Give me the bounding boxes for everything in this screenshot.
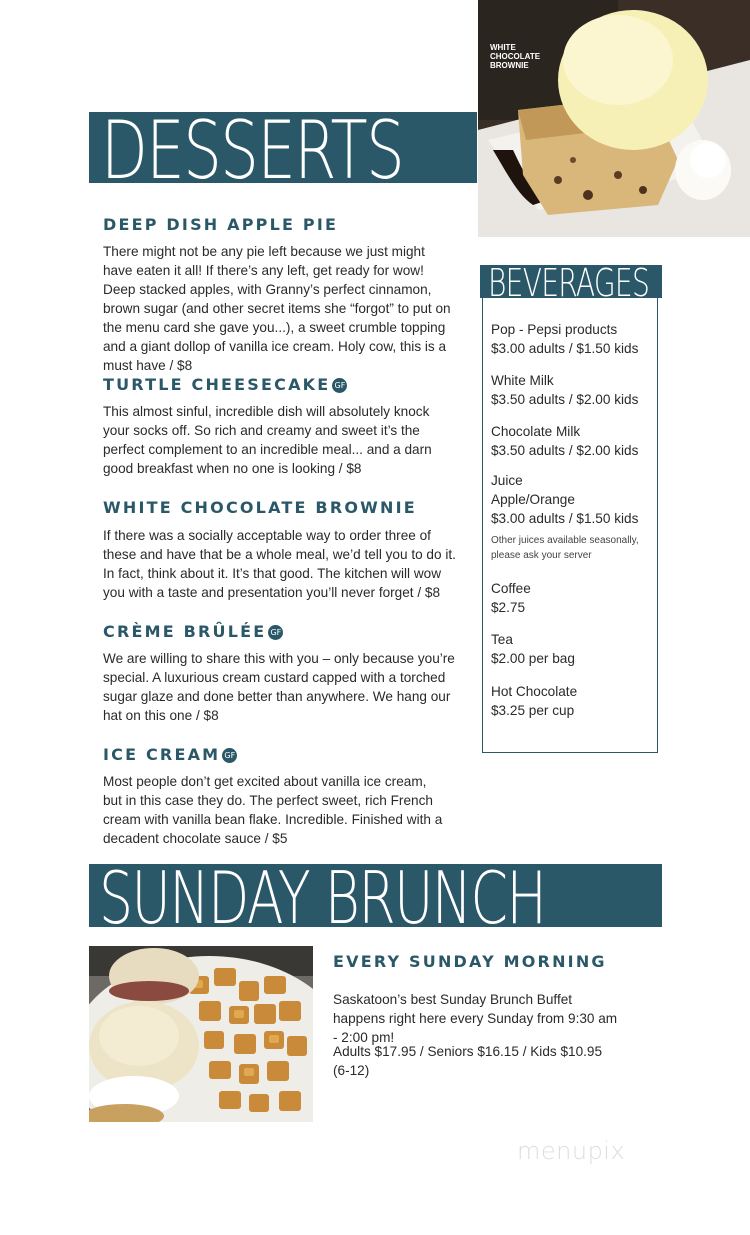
beverages-banner <box>480 265 662 298</box>
beverage-name: Hot Chocolate <box>491 684 578 699</box>
brunch-subtitle: EVERY SUNDAY MORNING <box>333 952 607 971</box>
item-title-text: TURTLE CHEESECAKE <box>103 375 331 394</box>
item-title <box>103 375 347 394</box>
item-description: Most people don’t get excited about vanilla ice cream, but in this case they do. The perfect sweet, rich French cream with vanilla bean flake. Incredible. Finished with a decadent chocolate sauce / $5 <box>103 774 443 846</box>
beverage-item <box>491 320 638 358</box>
photo-caption-line: BROWNIE <box>490 61 529 70</box>
beverages-title: BEVERAGES <box>488 265 650 298</box>
brunch-description: Saskatoon’s best Sunday Brunch Buffet happens right here every Sunday from 9:30 am - 2:00 pm! <box>333 992 618 1045</box>
brownie-photo <box>478 0 750 237</box>
photo-caption-line: WHITE <box>490 43 516 52</box>
item-title-text: CRÈME BRÛLÉE <box>103 622 267 641</box>
beverage-note: please ask your server <box>491 550 592 561</box>
brunch-banner <box>89 864 662 927</box>
beverage-item <box>491 682 577 720</box>
photo-caption-line: CHOCOLATE <box>490 52 541 61</box>
beverage-note: Other juices available seasonally, <box>491 535 639 546</box>
brunch-photo <box>89 946 313 1122</box>
beverage-name: Tea <box>491 632 513 647</box>
beverage-name: Juice <box>491 473 523 488</box>
item-description: This almost sinful, incredible dish will absolutely knock your socks off. So rich and creamy and sweet it’s the perfect complement to an incredible meal... and a darn good breakfast when no one is looking / $8 <box>103 404 432 476</box>
beverage-name: Coffee <box>491 581 531 596</box>
item-description: There might not be any pie left because we just might have eaten it all! If there’s any left, get ready for wow! Deep stacked apples, with Granny’s perfect cinnamon, brown sugar (and other secret items she “forgot” to put on the menu card she gave you...), a sweet crumble topping and a giant dollop of vanilla ice cream. Holy cow, this is a must have / $8 <box>103 244 451 373</box>
beverage-name: Chocolate Milk <box>491 424 581 439</box>
beverage-price: $3.25 per cup <box>491 703 575 718</box>
item-description: If there was a socially acceptable way to order three of these and have that be a whole meal, we’d tell you to do it. In fact, think about it. It’s that good. The kitchen will wow you with a taste and presentation you’ll never forget / $8 <box>103 528 456 600</box>
desserts-title: DESSERTS <box>101 112 404 183</box>
gluten-free-icon: GF <box>222 748 237 763</box>
beverage-price: $3.00 adults / $1.50 kids <box>491 341 639 356</box>
beverage-price: $2.75 <box>491 600 526 615</box>
item-description: We are willing to share this with you – only because you’re special. A luxurious cream custard capped with a torched sugar glaze and done better than anywhere. We hang our hat on this one / $8 <box>103 651 455 723</box>
desserts-banner <box>89 112 477 183</box>
item-title <box>103 622 283 641</box>
beverage-item <box>491 579 531 617</box>
brunch-title: SUNDAY BRUNCH <box>99 864 546 927</box>
beverage-price: $3.50 adults / $2.00 kids <box>491 443 639 458</box>
photo-caption <box>490 43 540 70</box>
item-title: DEEP DISH APPLE PIE <box>103 215 339 234</box>
item-title-text: ICE CREAM <box>103 745 221 764</box>
gluten-free-icon: GF <box>268 625 283 640</box>
brownie-photo-art <box>478 0 750 237</box>
beverage-price: $2.00 per bag <box>491 651 575 666</box>
beverage-name: White Milk <box>491 373 554 388</box>
watermark: menupix <box>517 1137 626 1165</box>
beverage-item <box>491 422 638 460</box>
beverage-item <box>491 630 575 668</box>
beverage-price: $3.00 adults / $1.50 kids <box>491 511 639 526</box>
beverage-subname: Apple/Orange <box>491 492 575 507</box>
brunch-photo-art <box>89 946 313 1122</box>
beverage-name: Pop - Pepsi products <box>491 322 618 337</box>
gluten-free-icon: GF <box>332 378 347 393</box>
beverage-item <box>491 471 639 563</box>
item-title <box>103 745 237 764</box>
brunch-prices: Adults $17.95 / Seniors $16.15 / Kids $10.95 (6-12) <box>333 1044 603 1078</box>
beverage-price: $3.50 adults / $2.00 kids <box>491 392 639 407</box>
item-title: WHITE CHOCOLATE BROWNIE <box>103 498 417 517</box>
beverage-item <box>491 371 638 409</box>
